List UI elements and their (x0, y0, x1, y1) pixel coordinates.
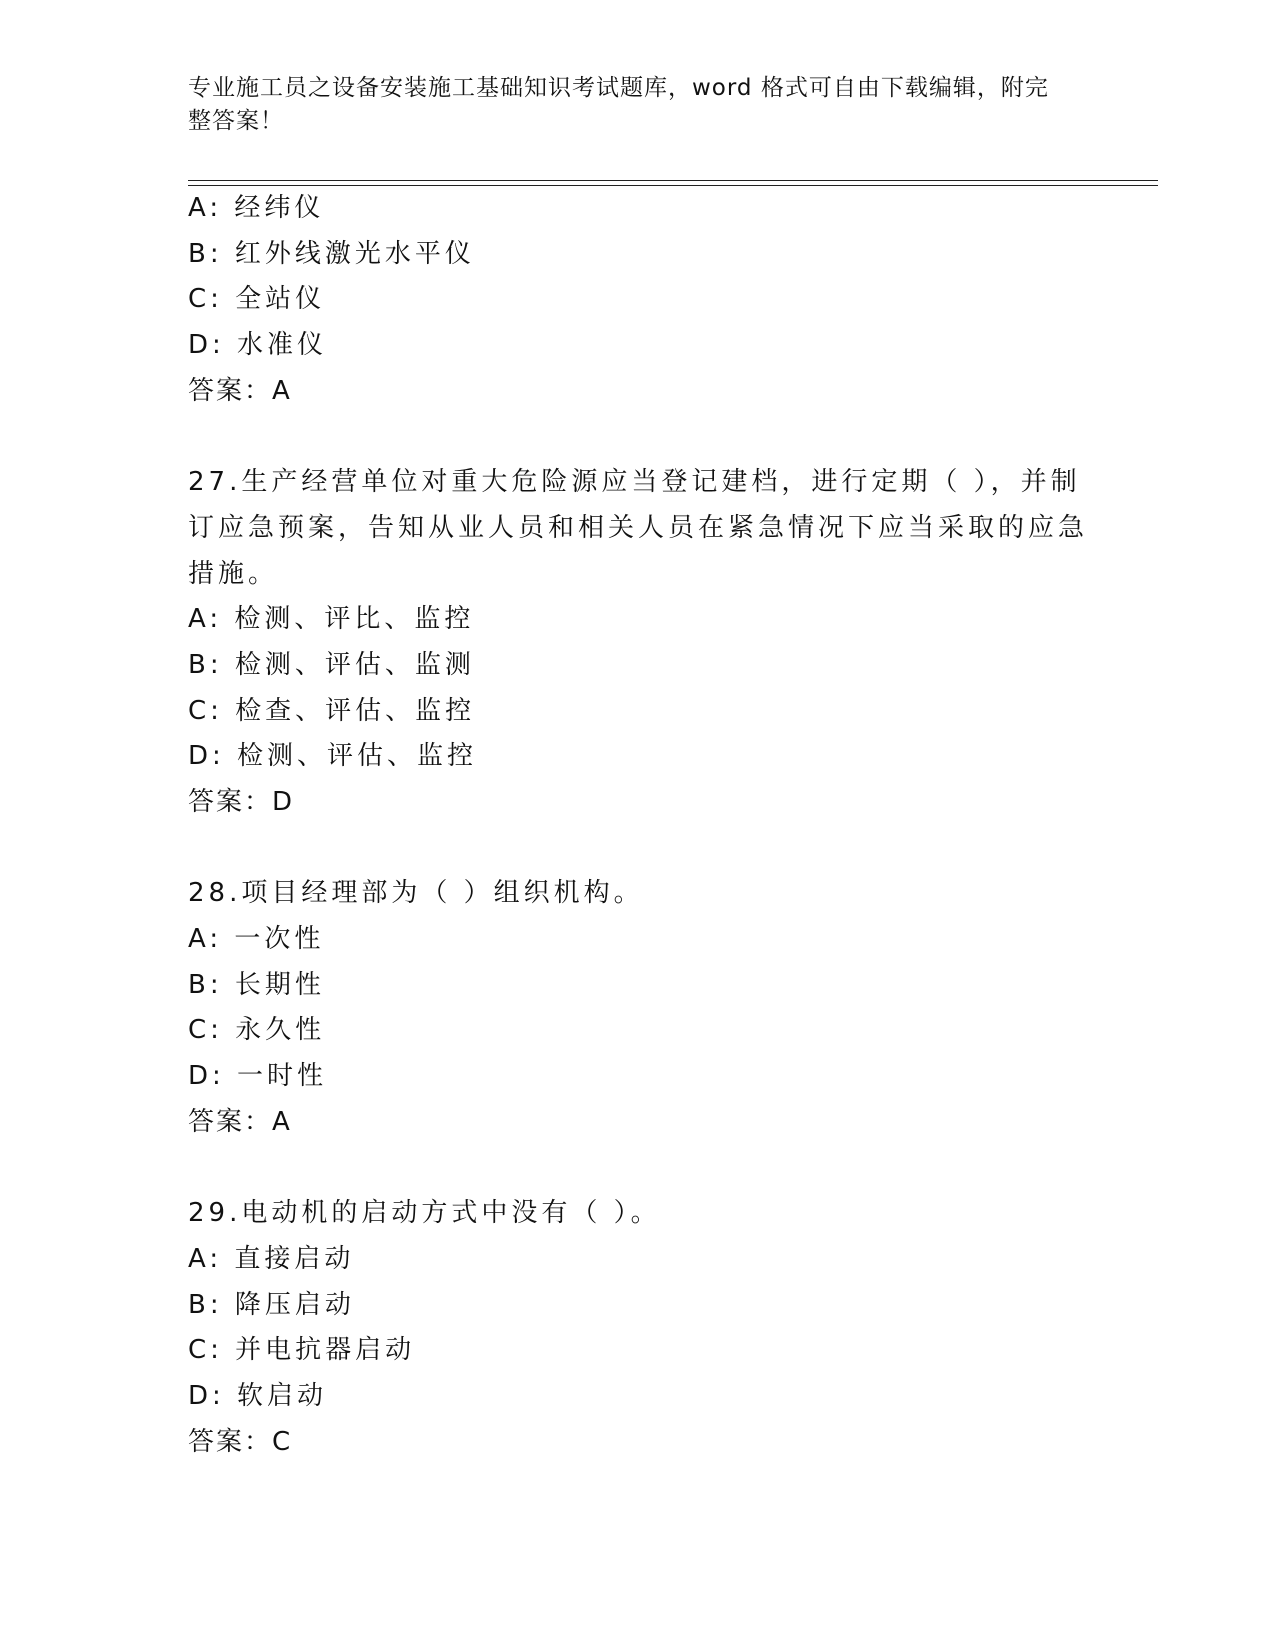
option-d: D: 一时性 (188, 1061, 328, 1092)
option-b: B: 降压启动 (188, 1289, 355, 1320)
option-d: D: 软启动 (188, 1380, 328, 1411)
header-divider-top (188, 180, 1158, 181)
answer-line: 答案：C (188, 1426, 293, 1457)
question-list (188, 186, 1088, 1465)
question-27 (188, 460, 1088, 826)
question-26 (188, 186, 1088, 414)
option-a: A: 直接启动 (188, 1243, 355, 1274)
question-text-line-1: 28.项目经理部为（ ）组织机构。 (188, 878, 644, 909)
document-header (188, 72, 1068, 138)
option-c: C: 全站仪 (188, 284, 326, 315)
option-b: B: 红外线激光水平仪 (188, 238, 475, 269)
answer-line: 答案：D (188, 786, 295, 817)
answer-line: 答案：A (188, 375, 292, 406)
question-text-line-3: 措施。 (188, 558, 279, 589)
question-text-line-1: 29.电动机的启动方式中没有（ ）。 (188, 1198, 661, 1229)
option-c: C: 检查、评估、监控 (188, 695, 476, 726)
question-29 (188, 1191, 1088, 1465)
header-line-1: 专业施工员之设备安装施工基础知识考试题库，word 格式可自由下载编辑，附完 (188, 75, 1049, 101)
header-line-2: 整答案！ (188, 108, 284, 134)
option-a: A: 检测、评比、监控 (188, 604, 475, 635)
option-c: C: 永久性 (188, 1015, 326, 1046)
option-d: D: 水准仪 (188, 330, 328, 361)
option-c: C: 并电抗器启动 (188, 1335, 416, 1366)
spacer (188, 414, 1088, 460)
question-text-line-2: 订应急预案，告知从业人员和相关人员在紧急情况下应当采取的应急 (188, 512, 1089, 543)
question-28 (188, 871, 1088, 1145)
spacer (188, 1145, 1088, 1191)
option-b: B: 长期性 (188, 969, 325, 1000)
option-d: D: 检测、评估、监控 (188, 741, 478, 772)
answer-line: 答案：A (188, 1106, 292, 1137)
option-a: A: 一次性 (188, 924, 325, 954)
option-b: B: 检测、评估、监测 (188, 649, 475, 680)
question-text-line-1: 27.生产经营单位对重大危险源应当登记建档，进行定期（ ），并制 (188, 467, 1081, 498)
option-a: A: 经纬仪 (188, 193, 325, 223)
spacer (188, 826, 1088, 872)
